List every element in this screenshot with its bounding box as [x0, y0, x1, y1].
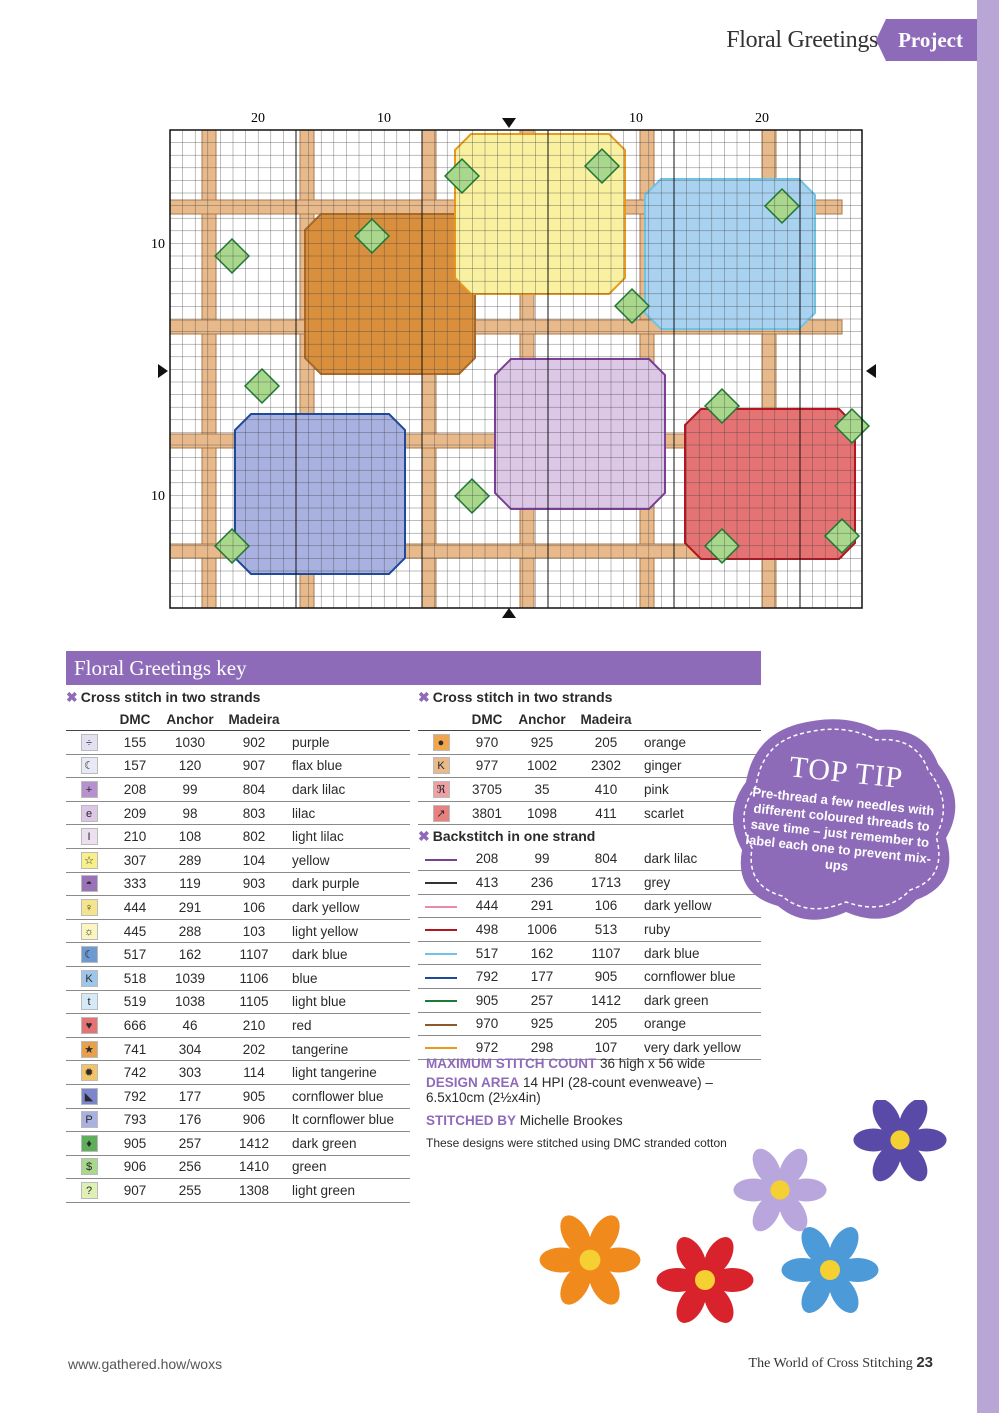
madeira-code: 107: [574, 1036, 638, 1060]
symbol-swatch: I: [81, 828, 98, 845]
left-row: [66, 1037, 410, 1061]
left-row: [66, 1155, 410, 1179]
dmc-code: 741: [112, 1037, 158, 1061]
back-row: [418, 894, 761, 918]
thread-name: dark purple: [286, 872, 410, 896]
dmc-code: 208: [464, 847, 510, 870]
thread-name: scarlet: [638, 801, 761, 825]
anchor-code: 98: [158, 801, 222, 825]
anchor-code: 120: [158, 754, 222, 778]
left-row: [66, 1108, 410, 1132]
back-row: [418, 847, 761, 870]
dmc-code: 3705: [464, 778, 510, 802]
cross-section-title-2: ✖ Cross stitch in two strands: [418, 689, 613, 705]
thread-name: dark green: [286, 1132, 410, 1156]
madeira-code: 1412: [574, 988, 638, 1012]
symbol-swatch: P: [81, 1111, 98, 1128]
backstitch-section-title: ✖ Backstitch in one strand: [418, 828, 596, 845]
symbol-swatch: K: [433, 757, 450, 774]
thread-name: yellow: [286, 848, 410, 872]
stitched-by: STITCHED BY Michelle Brookes: [426, 1113, 623, 1128]
top-tip-text: [720, 704, 967, 885]
madeira-code: 202: [222, 1037, 286, 1061]
dmc-code: 972: [464, 1036, 510, 1060]
symbol-swatch: $: [81, 1158, 98, 1175]
symbol-swatch: ☾: [81, 757, 98, 774]
side-number-2: 10: [151, 489, 165, 504]
thread-name: dark yellow: [286, 896, 410, 920]
backstitch-line-swatch: [425, 977, 457, 979]
thread-name: lilac: [286, 801, 410, 825]
footer-url: www.gathered.how/woxs: [68, 1356, 223, 1372]
thread-name: orange: [638, 731, 761, 755]
thread-name: dark yellow: [638, 894, 761, 918]
madeira-code: 410: [574, 778, 638, 802]
dmc-code: 155: [112, 731, 158, 755]
dmc-code: 970: [464, 731, 510, 755]
backstitch-line-swatch: [425, 1047, 457, 1049]
left-row: [66, 801, 410, 825]
top-number-2: 10: [377, 111, 391, 126]
madeira-code: 411: [574, 801, 638, 825]
thread-name: light tangerine: [286, 1061, 410, 1085]
anchor-code: 1006: [510, 918, 574, 942]
anchor-code: 288: [158, 919, 222, 943]
symbol-swatch: ☆: [81, 852, 98, 869]
madeira-code: 106: [222, 896, 286, 920]
anchor-code: 99: [510, 847, 574, 870]
page-header: [726, 18, 977, 62]
anchor-code: 99: [158, 778, 222, 802]
anchor-code: 46: [158, 1014, 222, 1038]
thread-name: grey: [638, 870, 761, 894]
anchor-code: 177: [510, 965, 574, 989]
anchor-code: 119: [158, 872, 222, 896]
thread-name: ginger: [638, 754, 761, 778]
symbol-swatch: ★: [81, 1041, 98, 1058]
madeira-code: 903: [222, 872, 286, 896]
madeira-code: 802: [222, 825, 286, 849]
madeira-code: 210: [222, 1014, 286, 1038]
cross-stitch-table-left: DMC Anchor Madeira ÷ 155 1030 902 purple ☾ 157 120 907 flax blue + 208 99 804 dark lilac e 209 98 803 lilac I 210 108 802 light lilac ☆ 307 289 104 yellow ◓ 333 119 903 dark purple ♀ 444 291 106 dark yellow ☼ 445 288 103 light yellow ☾ 517 162 1107 dark blue K 518 1039 1106 blue t 519 1038 1105 light blue ♥ 666 46 210 red ★ 741 304 202 tangerine ✹ 742 303 114 light tangerine ◣ 792 177 905 cornflower blue P 793 176 906 lt cornflower blue ♦ 905 257 1412 dark green $ 906 256 1410 green ? 907 255 1308 light green: [66, 708, 410, 1203]
anchor-code: 256: [158, 1155, 222, 1179]
madeira-code: 906: [222, 1108, 286, 1132]
madeira-code: 804: [574, 847, 638, 870]
left-row: [66, 754, 410, 778]
anchor-code: 289: [158, 848, 222, 872]
symbol-swatch: K: [81, 970, 98, 987]
madeira-code: 1107: [222, 943, 286, 967]
dmc-code: 905: [464, 988, 510, 1012]
thread-name: tangerine: [286, 1037, 410, 1061]
symbol-swatch: ♥: [81, 1017, 98, 1034]
cross-stitch-chart: [150, 104, 880, 624]
header-tag: Project: [886, 19, 977, 61]
symbol-swatch: ✹: [81, 1064, 98, 1081]
madeira-code: 205: [574, 731, 638, 755]
dmc-code: 445: [112, 919, 158, 943]
anchor-code: 257: [510, 988, 574, 1012]
left-row: [66, 1014, 410, 1038]
symbol-swatch: ☾: [81, 946, 98, 963]
madeira-code: 902: [222, 731, 286, 755]
key-left-column: [66, 686, 410, 1203]
symbol-swatch: ♀: [81, 899, 98, 916]
left-row: [66, 1061, 410, 1085]
thread-name: ruby: [638, 918, 761, 942]
back-row: [418, 941, 761, 965]
dmc-code: 208: [112, 778, 158, 802]
top-number-1: 20: [251, 111, 265, 126]
anchor-code: 236: [510, 870, 574, 894]
anchor-code: 291: [510, 894, 574, 918]
top-center-marker: [502, 118, 516, 128]
symbol-swatch: ↗: [433, 805, 450, 822]
right-center-marker: [866, 364, 876, 378]
right-row: [418, 754, 761, 778]
madeira-code: 907: [222, 754, 286, 778]
madeira-code: 905: [222, 1084, 286, 1108]
dmc-code: 907: [112, 1179, 158, 1203]
thread-name: light lilac: [286, 825, 410, 849]
symbol-swatch: ●: [433, 734, 450, 751]
backstitch-line-swatch: [425, 882, 457, 884]
right-row: [418, 801, 761, 825]
left-row: [66, 778, 410, 802]
symbol-swatch: t: [81, 993, 98, 1010]
left-row: [66, 872, 410, 896]
dmc-code: 498: [464, 918, 510, 942]
thread-name: very dark yellow: [638, 1036, 761, 1060]
dmc-code: 157: [112, 754, 158, 778]
thread-name: blue: [286, 966, 410, 990]
backstitch-line-swatch: [425, 953, 457, 955]
anchor-code: 1098: [510, 801, 574, 825]
thread-name: dark blue: [638, 941, 761, 965]
thread-name: light yellow: [286, 919, 410, 943]
symbol-swatch: ℜ: [433, 781, 450, 798]
thread-name: dark green: [638, 988, 761, 1012]
anchor-code: 257: [158, 1132, 222, 1156]
madeira-code: 106: [574, 894, 638, 918]
top-number-3: 10: [629, 111, 643, 126]
stitch-count: MAXIMUM STITCH COUNT 36 high x 56 wide: [426, 1056, 706, 1071]
dmc-code: 518: [112, 966, 158, 990]
anchor-code: 925: [510, 1012, 574, 1036]
thread-name: cornflower blue: [286, 1084, 410, 1108]
thread-name: cornflower blue: [638, 965, 761, 989]
thread-name: pink: [638, 778, 761, 802]
madeira-code: 205: [574, 1012, 638, 1036]
left-row: [66, 1084, 410, 1108]
madeira-code: 1308: [222, 1179, 286, 1203]
key-right-column: [418, 686, 761, 1060]
thread-name: dark lilac: [638, 847, 761, 870]
dmc-code: 307: [112, 848, 158, 872]
dmc-code: 905: [112, 1132, 158, 1156]
bottom-center-marker: [502, 608, 516, 618]
dmc-code: 519: [112, 990, 158, 1014]
dmc-code: 3801: [464, 801, 510, 825]
design-area: DESIGN AREA 14 HPI (28-count evenweave) – 6.5x10cm (2½x4in): [426, 1075, 713, 1105]
symbol-swatch: ♦: [81, 1135, 98, 1152]
key-title: Floral Greetings key: [66, 651, 761, 685]
thread-name: dark blue: [286, 943, 410, 967]
header-title: Floral Greetings: [726, 26, 879, 53]
back-row: [418, 870, 761, 894]
anchor-code: 298: [510, 1036, 574, 1060]
chart-grid: [170, 130, 869, 608]
left-center-marker: [158, 364, 168, 378]
side-stripe: [977, 0, 999, 1413]
left-row: [66, 1179, 410, 1203]
backstitch-line-swatch: [425, 1024, 457, 1026]
thread-name: light green: [286, 1179, 410, 1203]
madeira-code: 1412: [222, 1132, 286, 1156]
dmc-code: 444: [112, 896, 158, 920]
symbol-swatch: ?: [81, 1182, 98, 1199]
madeira-code: 1713: [574, 870, 638, 894]
madeira-code: 103: [222, 919, 286, 943]
anchor-code: 176: [158, 1108, 222, 1132]
madeira-code: 1106: [222, 966, 286, 990]
madeira-code: 513: [574, 918, 638, 942]
anchor-code: 177: [158, 1084, 222, 1108]
dmc-code: 977: [464, 754, 510, 778]
backstitch-table: [418, 847, 761, 1059]
anchor-code: 108: [158, 825, 222, 849]
thread-name: dark lilac: [286, 778, 410, 802]
anchor-code: 304: [158, 1037, 222, 1061]
dmc-code: 792: [464, 965, 510, 989]
dmc-code: 209: [112, 801, 158, 825]
back-row: [418, 1012, 761, 1036]
thread-name: red: [286, 1014, 410, 1038]
thread-name: green: [286, 1155, 410, 1179]
top-tip-body: Pre-thread a few needles with different coloured threads to save time – just remember to label each one to prevent mix-ups: [744, 784, 935, 874]
anchor-code: 35: [510, 778, 574, 802]
left-row: [66, 943, 410, 967]
left-row: [66, 919, 410, 943]
anchor-code: 303: [158, 1061, 222, 1085]
symbol-swatch: ☼: [81, 923, 98, 940]
anchor-code: 1030: [158, 731, 222, 755]
madeira-code: 1105: [222, 990, 286, 1014]
right-row: [418, 778, 761, 802]
madeira-code: 803: [222, 801, 286, 825]
cross-stitch-table-right: DMC Anchor Madeira ● 970 925 205 orange K 977 1002 2302 ginger ℜ 3705 35 410 pink ↗ 3801 1098 411 scarlet: [418, 708, 761, 825]
cross-section-title: ✖ Cross stitch in two strands: [66, 689, 261, 705]
symbol-swatch: ÷: [81, 734, 98, 751]
symbol-swatch: e: [81, 805, 98, 822]
top-number-4: 20: [755, 111, 769, 126]
dmc-code: 517: [464, 941, 510, 965]
anchor-code: 1038: [158, 990, 222, 1014]
anchor-code: 162: [510, 941, 574, 965]
right-row: [418, 731, 761, 755]
dmc-code: 517: [112, 943, 158, 967]
madeira-code: 905: [574, 965, 638, 989]
backstitch-line-swatch: [425, 859, 457, 861]
symbol-swatch: ◓: [81, 875, 98, 892]
madeira-code: 114: [222, 1061, 286, 1085]
left-row: [66, 825, 410, 849]
anchor-code: 255: [158, 1179, 222, 1203]
anchor-code: 162: [158, 943, 222, 967]
left-row: [66, 848, 410, 872]
madeira-code: 2302: [574, 754, 638, 778]
footer-magazine: The World of Cross Stitching 23: [748, 1354, 933, 1371]
madeira-code: 104: [222, 848, 286, 872]
dmc-code: 413: [464, 870, 510, 894]
dmc-code: 970: [464, 1012, 510, 1036]
anchor-code: 291: [158, 896, 222, 920]
thread-name: purple: [286, 731, 410, 755]
back-row: [418, 965, 761, 989]
backstitch-line-swatch: [425, 906, 457, 908]
thread-name: lt cornflower blue: [286, 1108, 410, 1132]
symbol-swatch: ◣: [81, 1088, 98, 1105]
top-tip-title: TOP TIP: [787, 750, 905, 795]
anchor-code: 925: [510, 731, 574, 755]
back-row: [418, 988, 761, 1012]
dmc-code: 792: [112, 1084, 158, 1108]
madeira-code: 1107: [574, 941, 638, 965]
side-number-1: 10: [151, 237, 165, 252]
thread-note: These designs were stitched using DMC stranded cotton: [426, 1136, 727, 1150]
left-row: [66, 731, 410, 755]
anchor-code: 1002: [510, 754, 574, 778]
anchor-code: 1039: [158, 966, 222, 990]
thread-name: flax blue: [286, 754, 410, 778]
thread-name: light blue: [286, 990, 410, 1014]
left-row: [66, 966, 410, 990]
back-row: [418, 918, 761, 942]
dmc-code: 333: [112, 872, 158, 896]
madeira-code: 1410: [222, 1155, 286, 1179]
thread-name: orange: [638, 1012, 761, 1036]
dmc-code: 210: [112, 825, 158, 849]
left-row: [66, 896, 410, 920]
left-row: [66, 1132, 410, 1156]
stitched-flowers-photo: [530, 1100, 960, 1330]
dmc-code: 444: [464, 894, 510, 918]
madeira-code: 804: [222, 778, 286, 802]
backstitch-line-swatch: [425, 1000, 457, 1002]
dmc-code: 666: [112, 1014, 158, 1038]
dmc-code: 742: [112, 1061, 158, 1085]
left-row: [66, 990, 410, 1014]
dmc-code: 906: [112, 1155, 158, 1179]
symbol-swatch: +: [81, 781, 98, 798]
backstitch-line-swatch: [425, 929, 457, 931]
dmc-code: 793: [112, 1108, 158, 1132]
